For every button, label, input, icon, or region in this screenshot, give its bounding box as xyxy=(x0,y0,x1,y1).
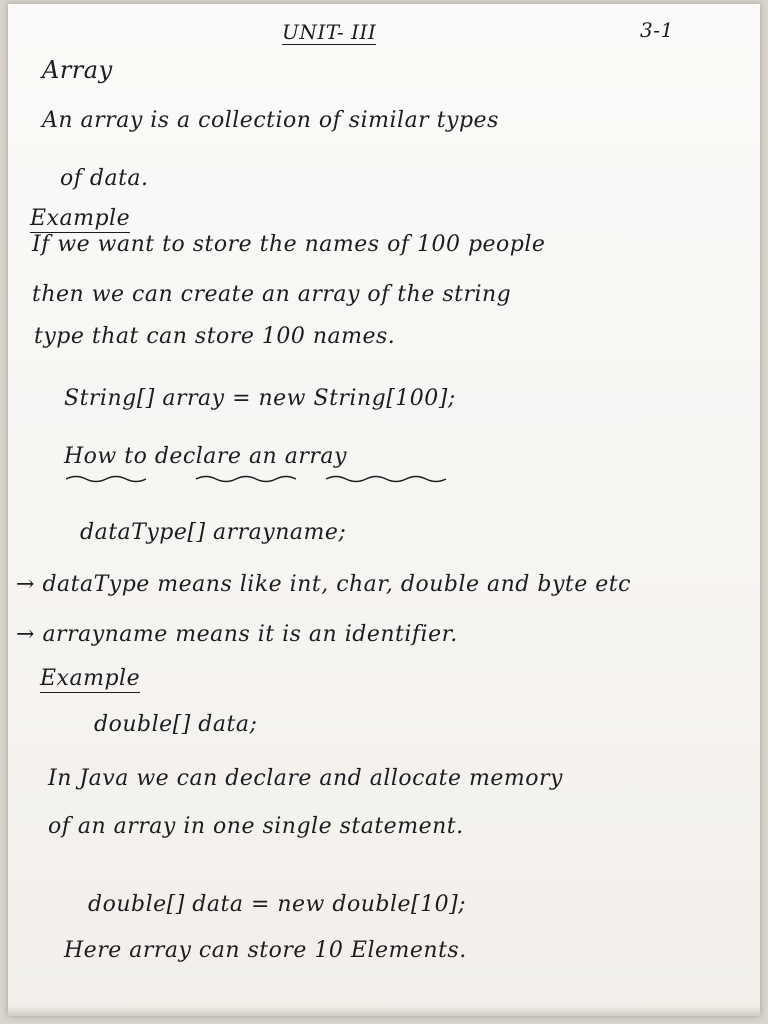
declare-heading-underline xyxy=(66,474,466,482)
syntax-line: dataType[] arrayname; xyxy=(80,520,347,545)
declare-heading: How to declare an array xyxy=(64,444,347,469)
page-number: 3-1 xyxy=(640,18,674,42)
closing-line: Here array can store 10 Elements. xyxy=(64,938,467,963)
bullet-datatype xyxy=(16,574,631,596)
bullet-arrayname xyxy=(16,624,458,646)
example-line-1: If we want to store the names of 100 people xyxy=(32,232,546,257)
definition-line-1: An array is a collection of similar types xyxy=(42,108,499,133)
bullet-arrayname-text: arrayname means it is an identifier. xyxy=(42,622,458,647)
example-line-2: then we can create an array of the string xyxy=(32,282,512,307)
notebook-page xyxy=(8,4,760,1016)
code-double-declaration: double[] data; xyxy=(94,712,258,737)
example-line-3: type that can store 100 names. xyxy=(34,324,396,349)
arrow-icon: → xyxy=(16,572,35,597)
java-line-2: of an array in one single statement. xyxy=(48,814,464,839)
bullet-datatype-text: dataType means like int, char, double and byte etc xyxy=(42,572,631,597)
java-line-1: In Java we can declare and allocate memory xyxy=(48,766,563,791)
code-string-array: String[] array = new String[100]; xyxy=(64,386,456,411)
arrow-icon: → xyxy=(16,622,35,647)
code-double-allocation: double[] data = new double[10]; xyxy=(88,892,467,917)
array-heading: Array xyxy=(42,56,113,84)
example-heading-1: Example xyxy=(30,206,131,231)
definition-line-2: of data. xyxy=(60,166,149,191)
unit-title: UNIT- III xyxy=(282,20,377,44)
example-heading-2: Example xyxy=(40,666,141,691)
